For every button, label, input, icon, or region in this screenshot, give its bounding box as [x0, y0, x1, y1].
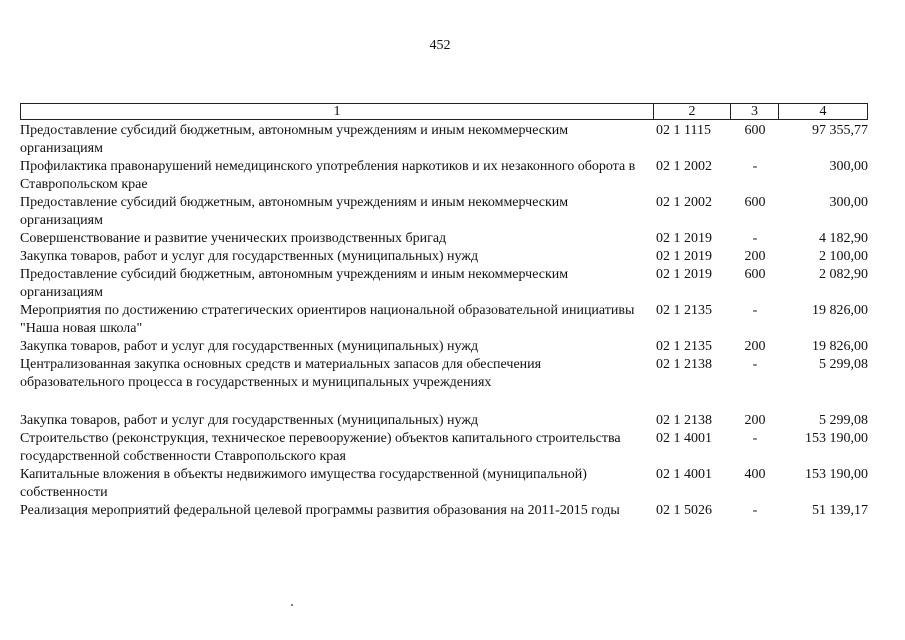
- header-col-2: 2: [654, 104, 731, 119]
- item-expense-type: -: [752, 159, 758, 174]
- table-row: [20, 230, 868, 248]
- page-number: 452: [429, 38, 451, 53]
- item-expense-type: 600: [744, 195, 766, 210]
- item-code: 02 1 2019: [656, 231, 712, 246]
- item-name: Капитальные вложения в объекты недвижимого имущества государственной (муниципальной) собственности: [20, 467, 587, 500]
- item-sum: 300,00: [829, 159, 868, 174]
- header-col-3: 3: [731, 104, 779, 119]
- table-row: [20, 502, 868, 520]
- budget-table-body: [20, 122, 868, 520]
- item-code: 02 1 2002: [656, 159, 712, 174]
- table-row: [20, 266, 868, 302]
- item-expense-type: -: [752, 503, 758, 518]
- table-row: [20, 466, 868, 502]
- item-expense-type: 200: [744, 413, 766, 428]
- table-row: [20, 248, 868, 266]
- item-code: 02 1 2002: [656, 195, 712, 210]
- item-code: 02 1 2135: [656, 303, 712, 318]
- scan-speck: [291, 604, 293, 606]
- item-sum: 5 299,08: [819, 413, 868, 428]
- item-sum: 2 082,90: [819, 267, 868, 282]
- item-code: 02 1 4001: [656, 431, 712, 446]
- item-expense-type: 200: [744, 249, 766, 264]
- item-code: 02 1 2138: [656, 413, 712, 428]
- item-sum: 300,00: [829, 195, 868, 210]
- item-expense-type: -: [752, 303, 758, 318]
- header-col-4: 4: [819, 104, 827, 119]
- item-code: 02 1 2019: [656, 249, 712, 264]
- item-sum: 153 190,00: [805, 467, 868, 482]
- item-expense-type: -: [752, 431, 758, 446]
- item-name: Закупка товаров, работ и услуг для государственных (муниципальных) нужд: [20, 249, 479, 264]
- table-row: [20, 356, 868, 392]
- item-expense-type: 400: [744, 467, 766, 482]
- item-name: Предоставление субсидий бюджетным, автономным учреждениям и иным некоммерческим организациям: [20, 267, 569, 300]
- table-row: [20, 194, 868, 230]
- item-expense-type: 200: [744, 339, 766, 354]
- item-code: 02 1 1115: [656, 123, 711, 138]
- item-name: Предоставление субсидий бюджетным, автономным учреждениям и иным некоммерческим организациям: [20, 195, 569, 228]
- table-row: [20, 122, 868, 158]
- item-code: 02 1 5026: [656, 503, 712, 518]
- item-sum: 19 826,00: [812, 339, 868, 354]
- table-row: [20, 412, 868, 430]
- item-name: Строительство (реконструкция, техническое перевооружение) объектов капитального строительства государственной собственности Ставропольского края: [20, 431, 621, 464]
- table-header: [20, 103, 868, 120]
- item-name: Закупка товаров, работ и услуг для государственных (муниципальных) нужд: [20, 413, 479, 428]
- table-row: [20, 338, 868, 356]
- item-sum: 5 299,08: [819, 357, 868, 372]
- item-name: Совершенствование и развитие ученических производственных бригад: [20, 231, 447, 246]
- item-name: Мероприятия по достижению стратегических ориентиров национальной образовательной инициативы "Наша новая школа": [20, 303, 635, 336]
- item-sum: 2 100,00: [819, 249, 868, 264]
- item-name: Профилактика правонарушений немедицинского употребления наркотиков и их незаконного оборота в Ставропольском крае: [20, 159, 636, 192]
- item-sum: 153 190,00: [805, 431, 868, 446]
- item-name: Закупка товаров, работ и услуг для государственных (муниципальных) нужд: [20, 339, 479, 354]
- item-expense-type: 600: [744, 123, 766, 138]
- item-code: 02 1 2138: [656, 357, 712, 372]
- table-row: [20, 158, 868, 194]
- item-name: Предоставление субсидий бюджетным, автономным учреждениям и иным некоммерческим организациям: [20, 123, 569, 156]
- item-sum: 97 355,77: [812, 123, 868, 138]
- item-code: 02 1 4001: [656, 467, 712, 482]
- item-expense-type: 600: [744, 267, 766, 282]
- item-name: Реализация мероприятий федеральной целевой программы развития образования на 2011-2015 годы: [20, 503, 620, 518]
- item-sum: 51 139,17: [812, 503, 868, 518]
- item-expense-type: -: [752, 357, 758, 372]
- item-code: 02 1 2135: [656, 339, 712, 354]
- header-col-1: 1: [21, 104, 654, 119]
- table-row: [20, 430, 868, 466]
- table-row: [20, 302, 868, 338]
- item-sum: 4 182,90: [819, 231, 868, 246]
- item-code: 02 1 2019: [656, 267, 712, 282]
- item-sum: 19 826,00: [812, 303, 868, 318]
- item-name: Централизованная закупка основных средств и материальных запасов для обеспечения образовательного процесса в государственных и муниципальных учреждениях: [20, 357, 542, 390]
- item-expense-type: -: [752, 231, 758, 246]
